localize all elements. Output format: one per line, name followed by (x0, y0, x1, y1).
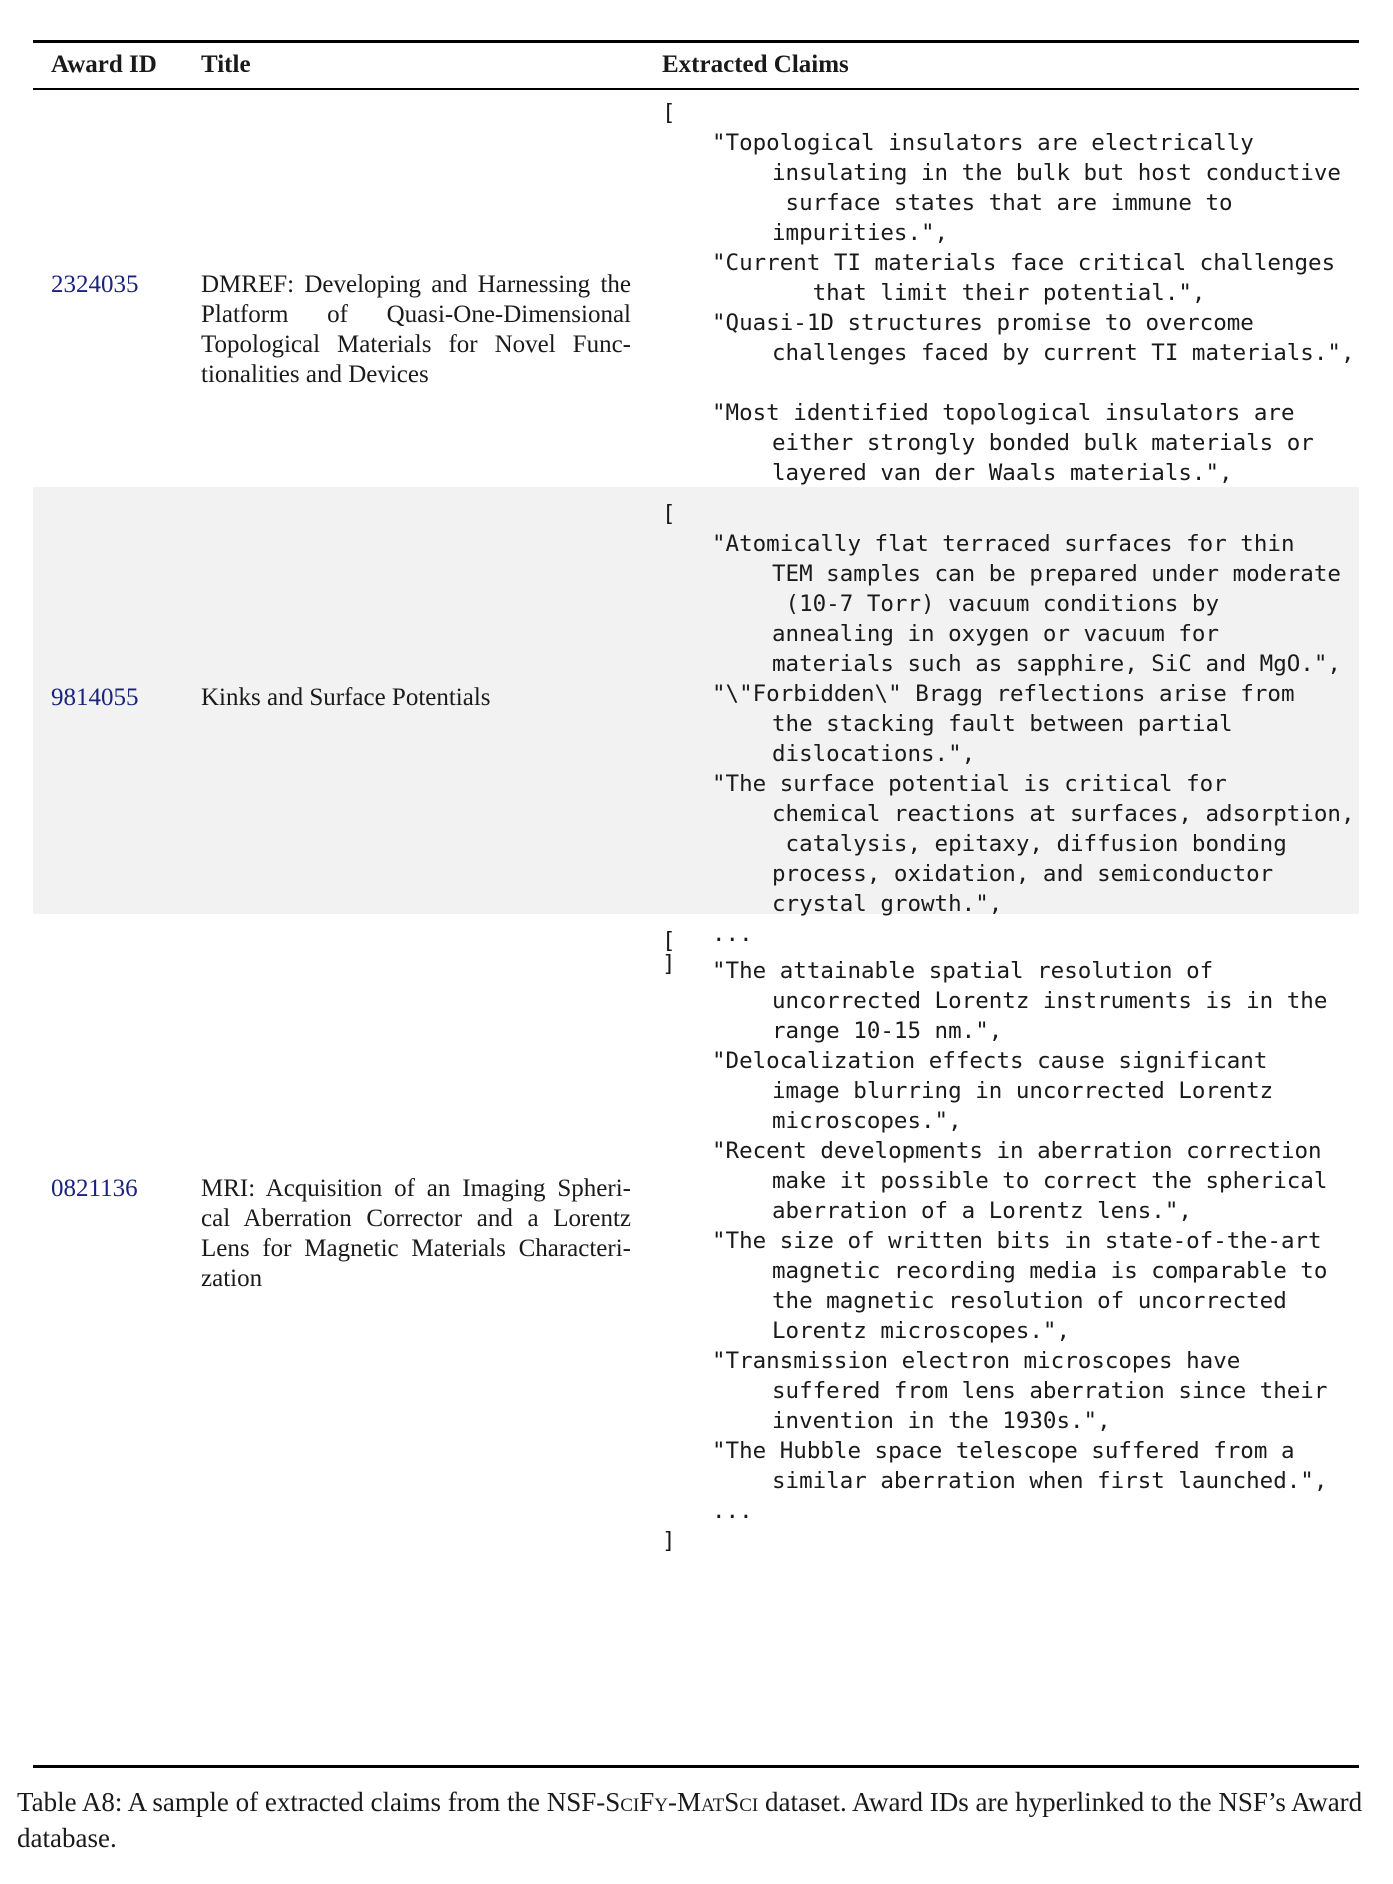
claim-line: uncorrected Lorentz instruments is in the (772, 988, 1328, 1014)
claim-line: image blurring in uncorrected Lorentz (772, 1078, 1274, 1104)
caption-dataset-name: SciFy-MatSci (605, 1787, 759, 1817)
open-bracket: [ (662, 501, 676, 527)
claim-line: the magnetic resolution of uncorrected (772, 1288, 1287, 1314)
claim-line: catalysis, epitaxy, diffusion bonding (772, 831, 1287, 857)
claim-item (662, 956, 1352, 1046)
claim-item (662, 679, 1352, 769)
open-bracket: [ (662, 928, 676, 954)
claim-line: Lorentz microscopes.", (772, 1318, 1071, 1344)
table-top-rule (33, 40, 1359, 43)
close-bracket: ] (662, 1528, 676, 1554)
caption-label: Table A8: (17, 1787, 123, 1817)
award-title: DMREF: Developing and Harnessing the Platform of Quasi-One-Dimensional Topological Materials for Novel Func-tionalities and Devices (201, 271, 631, 388)
claim-line: aberration of a Lorentz lens.", (772, 1198, 1192, 1224)
claim-line: annealing in oxygen or vacuum for (772, 621, 1220, 647)
header-title: Title (201, 51, 251, 78)
claim-line: "\"Forbidden\" Bragg reflections arise from (712, 681, 1295, 707)
caption-text-before: A sample of extracted claims from the NSF- (127, 1787, 606, 1817)
claim-line: dislocations.", (772, 741, 976, 767)
claim-item (662, 308, 1355, 368)
claim-item (662, 368, 1352, 488)
table-header-rule (33, 88, 1359, 90)
claim-item (662, 769, 1355, 919)
claim-line: "Most identified topological insulators are (712, 400, 1295, 426)
claim-line: similar aberration when first launched.", (772, 1468, 1328, 1494)
claim-line: "Quasi-1D structures promise to overcome (712, 310, 1254, 336)
claim-line: the stacking fault between partial (772, 711, 1233, 737)
claim-item (662, 1226, 1352, 1346)
caption-text-after: dataset. Award IDs are hyperlinked to the NSF’s Award database. (17, 1787, 1363, 1853)
claim-item (662, 1136, 1352, 1226)
claim-line: range 10-15 nm.", (772, 1018, 1003, 1044)
claim-line: materials such as sapphire, SiC and MgO.", (772, 651, 1341, 677)
claims-list (662, 926, 1352, 1556)
claim-line: microscopes.", (772, 1108, 962, 1134)
award-title: MRI: Acquisition of an Imaging Spheri-cal Aberration Corrector and a Lorentz Lens for Magnetic Materials Characteri-zation (201, 1175, 631, 1292)
claim-line: suffered from lens aberration since their (772, 1378, 1328, 1404)
award-id-link[interactable]: 9814055 (51, 684, 139, 711)
claims-list (662, 499, 1355, 979)
claim-item (662, 248, 1352, 308)
claim-line: (10-7 Torr) vacuum conditions by (772, 591, 1220, 617)
claim-line: "The size of written bits in state-of-the-art (712, 1228, 1322, 1254)
claim-item (662, 1436, 1352, 1496)
table-row (33, 914, 1359, 1765)
claim-line: layered van der Waals materials.", (772, 460, 1233, 486)
claim-line: "The Hubble space telescope suffered from a (712, 1438, 1295, 1464)
claim-line: "Topological insulators are electrically (712, 130, 1254, 156)
claim-line: magnetic recording media is comparable to (772, 1258, 1328, 1284)
claim-line: make it possible to correct the spherical (772, 1168, 1328, 1194)
claim-item (662, 1346, 1352, 1436)
claim-item (662, 1046, 1352, 1136)
claim-line: "The attainable spatial resolution of (712, 958, 1214, 984)
claims-ellipsis: ... (712, 921, 753, 947)
award-id-link[interactable]: 0821136 (51, 1175, 138, 1202)
award-id-link[interactable]: 2324035 (51, 271, 139, 298)
claims-ellipsis: ... (712, 1498, 753, 1524)
claim-line: process, oxidation, and semiconductor (772, 861, 1274, 887)
claim-line: challenges faced by current TI materials.", (772, 340, 1355, 366)
claim-line: insulating in the bulk but host conductive (772, 160, 1341, 186)
claim-line: "Atomically flat terraced surfaces for thin (712, 531, 1295, 557)
claim-line: chemical reactions at surfaces, adsorption, (772, 801, 1355, 827)
claim-line: TEM samples can be prepared under moderate (772, 561, 1341, 587)
award-title: Kinks and Surface Potentials (201, 684, 491, 711)
claim-line: surface states that are immune to (772, 190, 1233, 216)
table-bottom-rule (33, 1765, 1359, 1768)
claims-list (662, 98, 1355, 548)
close-bracket: ] (662, 951, 676, 977)
claim-line: impurities.", (772, 220, 949, 246)
table-row (33, 92, 1359, 487)
header-extracted-claims: Extracted Claims (662, 51, 849, 78)
claim-item (662, 529, 1352, 679)
claim-line: "Delocalization effects cause significant (712, 1048, 1268, 1074)
claim-line: "Recent developments in aberration correction (712, 1138, 1322, 1164)
claim-line: invention in the 1930s.", (772, 1408, 1111, 1434)
open-bracket: [ (662, 100, 676, 126)
claim-line: "Current TI materials face critical challenges (712, 250, 1336, 276)
claim-line: either strongly bonded bulk materials or (772, 430, 1314, 456)
claim-line: "The surface potential is critical for (712, 771, 1227, 797)
claim-item (662, 128, 1352, 248)
claim-line (662, 368, 1352, 398)
claim-line: "Transmission electron microscopes have (712, 1348, 1241, 1374)
claim-line: crystal growth.", (772, 891, 1003, 917)
table-caption (17, 1784, 1377, 1856)
header-award-id: Award ID (51, 51, 157, 78)
claim-line: that limit their potential.", (772, 280, 1206, 306)
